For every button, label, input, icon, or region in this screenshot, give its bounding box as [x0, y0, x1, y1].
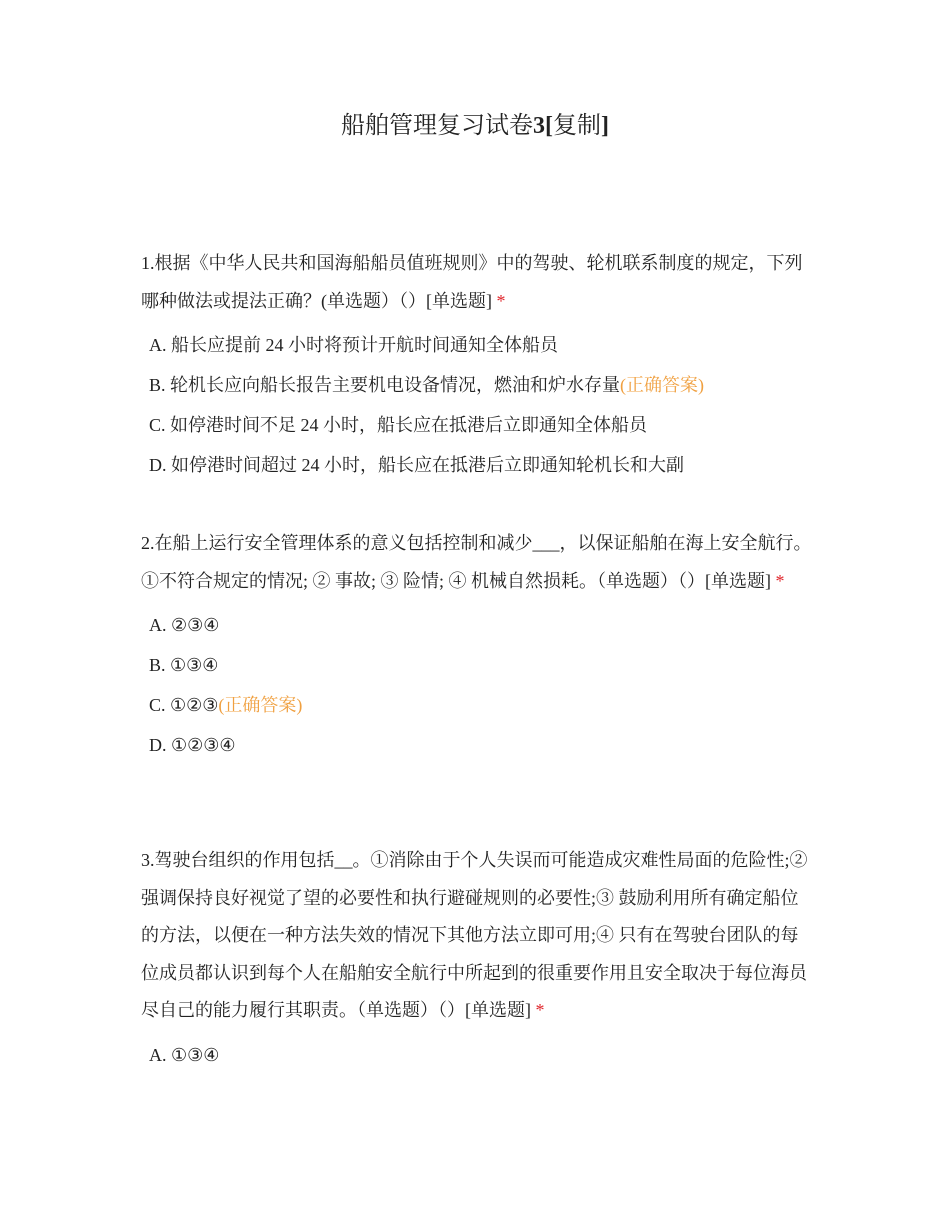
option-label: D. 如停港时间超过 24 小时，船长应在抵港后立即通知轮机长和大副 [149, 455, 684, 475]
option-a[interactable] [141, 325, 813, 365]
option-label: A. 船长应提前 24 小时将预计开航时间通知全体船员 [149, 335, 558, 355]
option-c[interactable] [141, 685, 813, 725]
correct-answer-label: (正确答案) [218, 695, 303, 715]
option-d[interactable] [141, 725, 813, 765]
option-b[interactable] [141, 645, 813, 685]
question-3 [141, 842, 813, 1075]
required-mark: * [496, 290, 506, 311]
option-b[interactable] [141, 365, 813, 405]
required-mark: * [775, 570, 785, 591]
correct-answer-label: (正确答案) [620, 375, 705, 395]
option-label: C. ①②③ [149, 695, 219, 715]
option-label: D. ①②③④ [149, 735, 236, 755]
option-label: B. ①③④ [149, 655, 219, 675]
required-mark: * [535, 1000, 545, 1020]
title-copy-tag: 复制 [553, 113, 601, 139]
option-label: C. 如停港时间不足 24 小时，船长应在抵港后立即通知全体船员 [149, 415, 648, 435]
title-prefix: 船舶管理复习试卷 [341, 113, 533, 139]
title-right-bracket: ] [601, 113, 609, 139]
option-a[interactable] [141, 605, 813, 645]
option-list [141, 325, 813, 485]
option-list [141, 605, 813, 765]
question-text [141, 245, 813, 320]
title-left-bracket: [ [545, 113, 553, 139]
option-label: A. ①③④ [149, 1044, 220, 1065]
option-d[interactable] [141, 445, 813, 485]
option-list [141, 1035, 813, 1075]
question-1 [141, 245, 813, 485]
page-title [0, 110, 950, 142]
question-text [141, 525, 813, 600]
option-a[interactable] [141, 1035, 813, 1075]
question-1-text: 1.根据《中华人民共和国海船船员值班规则》中的驾驶、轮机联系制度的规定，下列哪种做法或提法正确？(单选题）（）[单选题] [141, 253, 803, 311]
question-3-text: 3.驾驶台组织的作用包括__。①消除由于个人失误而可能造成灾难性局面的危险性;② 强调保持良好视觉了望的必要性和执行避碰规则的必要性;③ 鼓励利用所有确定船位的方法，以便在一种方法失效的情况下其他方法立即可用;④ 只有在驾驶台团队的每位成员都认识到每个人在船舶安全航行中所起到的很重要作用且安全取决于每位海员尽自己的能力履行其职责。（单选题）（）[单选题] [141, 850, 808, 1020]
option-label: B. 轮机长应向船长报告主要机电设备情况，燃油和炉水存量 [149, 375, 621, 395]
option-c[interactable] [141, 405, 813, 445]
title-number: 3 [533, 113, 545, 139]
option-label: A. ②③④ [149, 615, 220, 635]
question-2-text: 2.在船上运行安全管理体系的意义包括控制和减少___，以保证船舶在海上安全航行。①不符合规定的情况; ② 事故; ③ 险情; ④ 机械自然损耗。（单选题）（）[单选题] [141, 533, 812, 591]
question-2 [141, 525, 813, 765]
question-text [141, 842, 813, 1030]
